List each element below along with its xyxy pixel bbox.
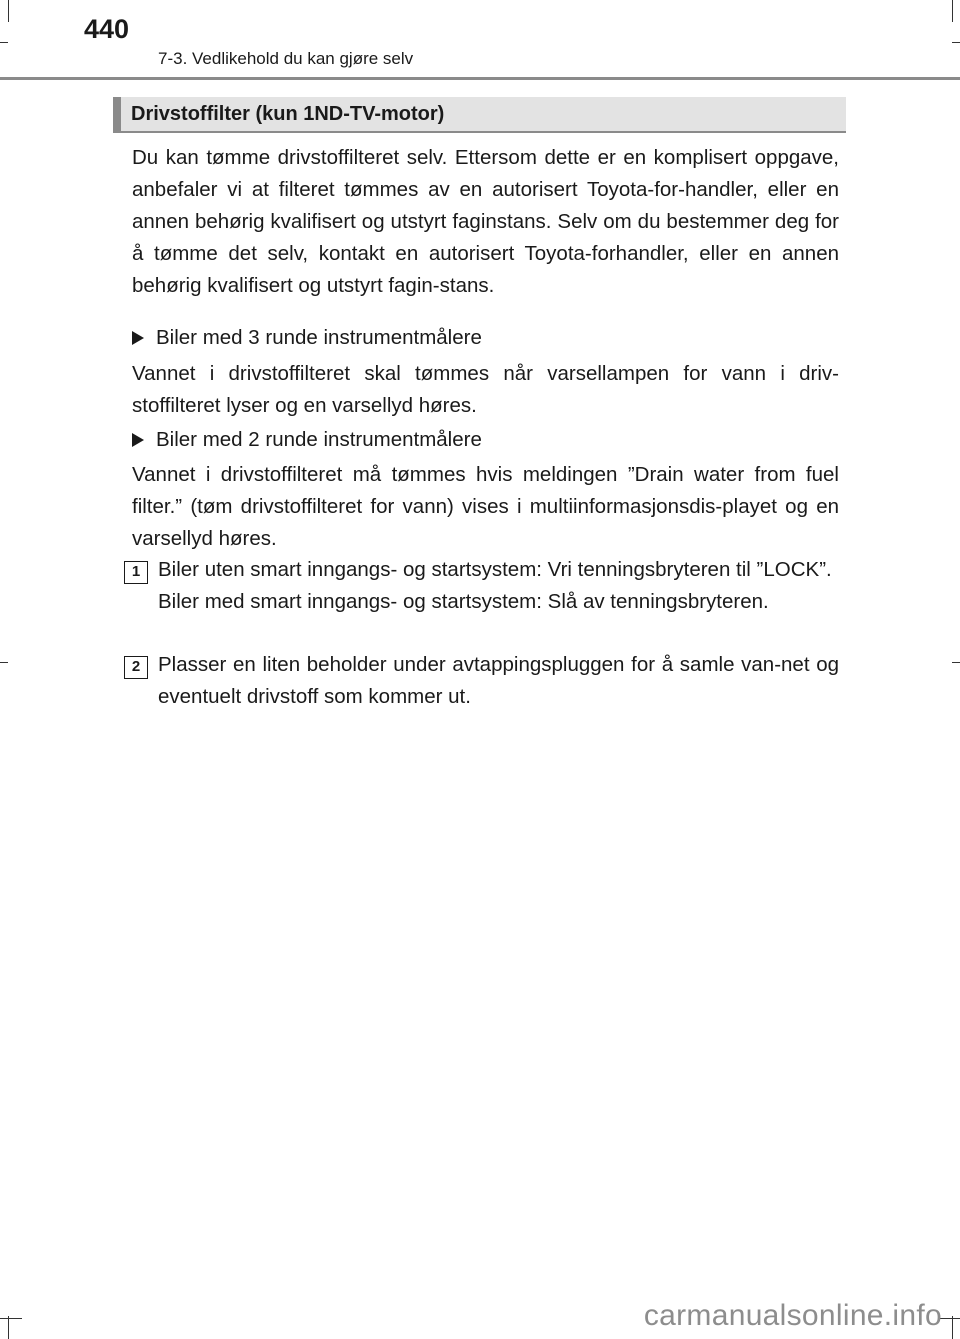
step-number-badge: 2 [124, 656, 148, 679]
crop-mark [952, 662, 960, 663]
section-title: Drivstoffilter (kun 1ND-TV-motor) [131, 103, 445, 125]
watermark: carmanualsonline.info [643, 1299, 942, 1332]
crop-mark [0, 42, 8, 43]
chapter-title: 7-3. Vedlikehold du kan gjøre selv [158, 49, 414, 68]
step-1-text [158, 554, 839, 618]
subheading-2-gauges [132, 424, 482, 456]
crop-mark [952, 1316, 953, 1339]
step-number-badge: 1 [124, 561, 148, 584]
step-2-line-a: Plasser en liten beholder under avtappingspluggen for å samle van-net og eventuelt drivstoff som kommer ut. [158, 653, 839, 708]
intro-paragraph: Du kan tømme drivstoffilteret selv. Ettersom dette er en komplisert oppgave, anbefaler vi at filteret tømmes av en autorisert Toyota-for-handler, eller en annen behørig kvalifisert og utstyrt faginstans. Selv om du bestemmer deg for å tømme det selv, kontakt en autorisert Toyota-forhandler, eller en annen behørig kvalifisert og utstyrt fagin-stans. [132, 146, 839, 297]
crop-mark [952, 42, 960, 43]
subheading-3-gauges [132, 322, 482, 354]
paragraph-2-gauges: Vannet i drivstoffilteret må tømmes hvis meldingen ”Drain water from fuel filter.” (tøm drivstoffilteret for vann) vises i multiinformasjonsdis-playet og en varsellyd høres. [132, 463, 839, 550]
subheading-label: Biler med 2 runde instrumentmålere [156, 428, 482, 451]
section-banner [113, 97, 846, 133]
crop-mark [0, 1318, 22, 1319]
subheading-label: Biler med 3 runde instrumentmålere [156, 326, 482, 349]
step-1-line-b: Biler med smart inngangs- og startsystem: Slå av tenningsbryteren. [158, 590, 769, 613]
crop-mark [8, 0, 9, 22]
crop-mark [952, 0, 953, 22]
paragraph-3-gauges: Vannet i drivstoffilteret skal tømmes når varsellampen for vann i driv-stoffilteret lyser og en varsellyd høres. [132, 362, 839, 417]
triangle-bullet-icon [132, 433, 144, 447]
crop-mark [0, 662, 8, 663]
header-divider [0, 77, 960, 80]
step-1-line-a: Biler uten smart inngangs- og startsystem: Vri tenningsbryteren til ”LOCK”. [158, 558, 832, 581]
step-2-text [158, 649, 839, 713]
page-number: 440 [84, 14, 130, 44]
triangle-bullet-icon [132, 331, 144, 345]
crop-mark [8, 1316, 9, 1339]
section-accent-bar [113, 97, 121, 131]
